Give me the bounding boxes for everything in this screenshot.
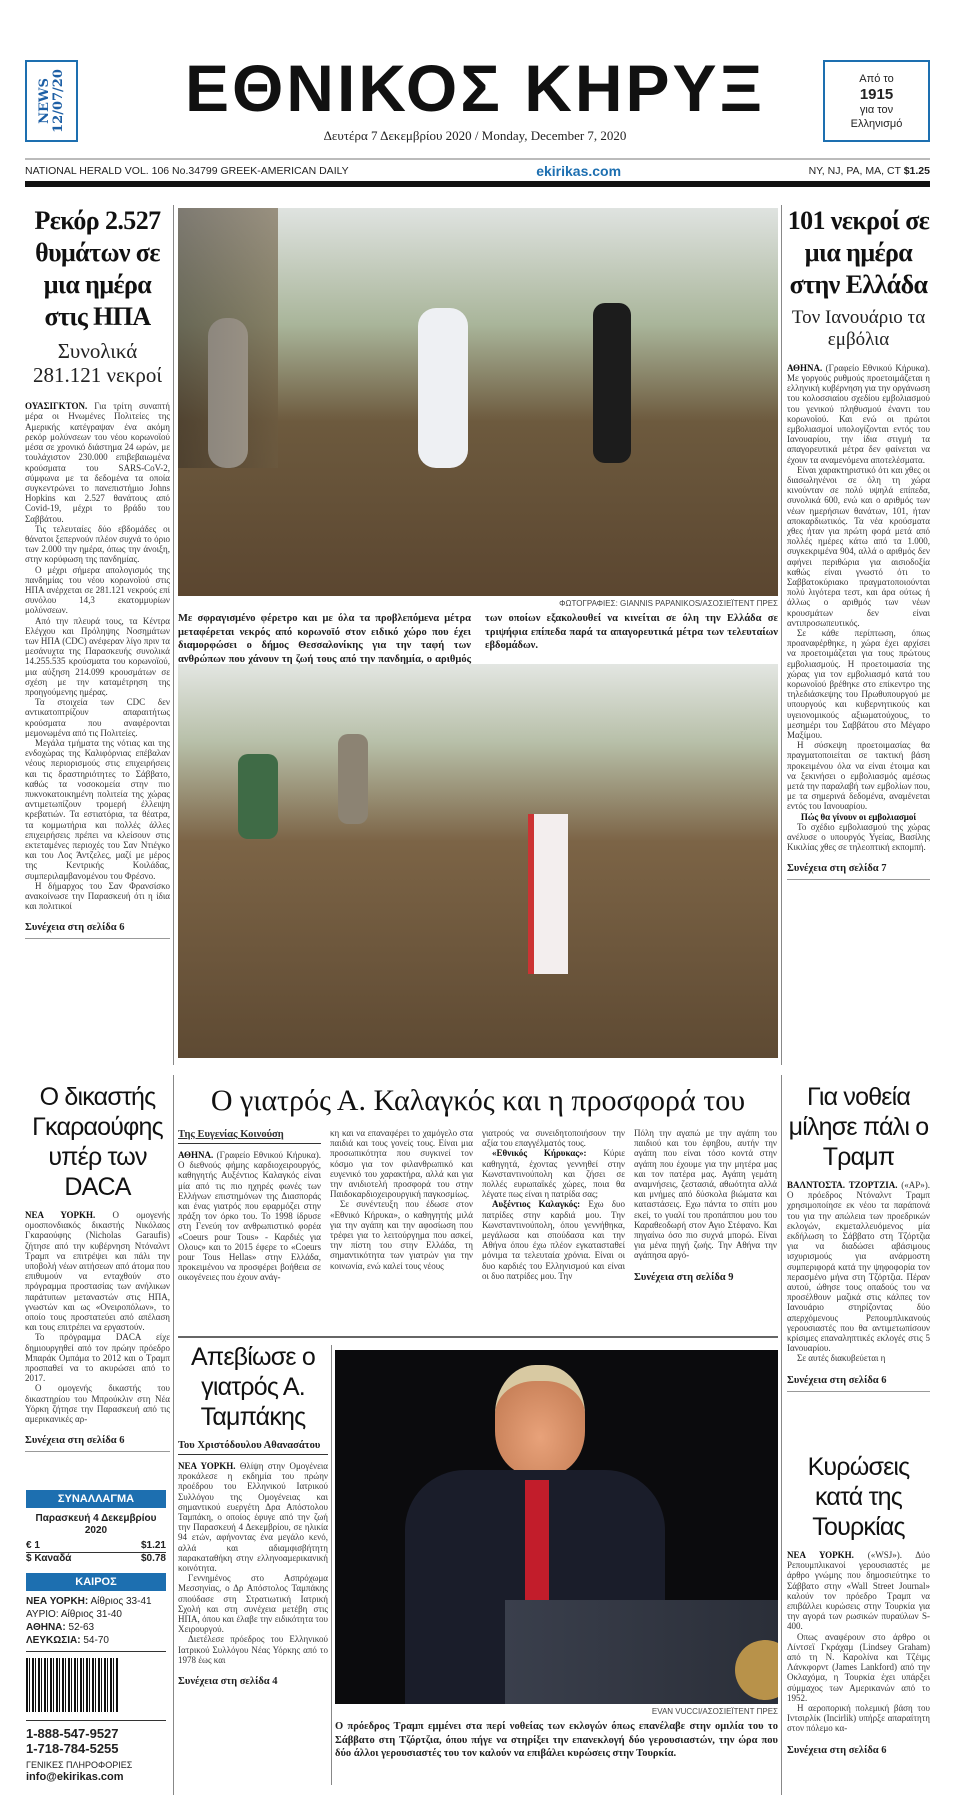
question: Κύριε καθηγητά, έχοντας γεννηθεί στην Κωνσταντινούπολη και ζήσει σε πολλές ευρωπαϊκές χώρες, ποια θα λέγατε πως είναι η πατρίδα σας; <box>482 1148 626 1200</box>
story-kalagkos <box>178 1128 778 1284</box>
exchange-row <box>26 1553 166 1565</box>
exchange-row <box>26 1540 166 1553</box>
paragraph: («WSJ»). Δύο Ρεπουμπλικανοί γερουσιαστές με άρθρο γνώμης που δημοσιεύτηκε το Σάββατο στην «Wall Street Journal» καλούν τον πρόεδρο Τραμπ να επιβάλλει κυρώσεις στην Τουρκία για την αγορά των ρωσικών πυραύλων S-400. <box>787 1550 930 1632</box>
paragraph: Σε συνέντευξη που έδωσε στον «Εθνικό Κήρυκα», ο καθηγητής μιλά για την αγάπη και την αφοσίωση που τρέφει για το λειτούργημα που ασκεί, την πίστη του στην Ελλάδα, τη σημαντικότητα των γιατρών για την κοινωνία, ενώ καλεί τους νέους <box>330 1199 473 1271</box>
states-label: NY, NJ, PA, MA, CT <box>808 165 901 177</box>
volume-info: NATIONAL HERALD VOL. 106 No.34799 GREEK-AMERICAN DAILY <box>25 165 349 177</box>
paragraph: Θλίψη στην Ομογένεια προκάλεσε η εκδημία του πρώην προέδρου του Ελληνικού Ιατρικού Συλλόγου της Ομογένειας και σημαντικού ευεργέτη Δρα Απόστολου Ταμπάκη, ο οποίος έφυγε από την ζωή την Παρασκευή 4 Δεκεμβρίου, σε ηλικία 94 ετών, αφήνοντας ένα μεγάλο κενό, αλλά και αδιαμφισβήτητη παρακαταθήκη στην ελληνοαμερικανική κοινότητα. <box>178 1461 329 1574</box>
dateline: ΝΕΑ ΥΟΡΚΗ. <box>787 1550 854 1560</box>
story-fraud <box>787 1082 930 1392</box>
dateline: ΑΘΗΝΑ. <box>178 1150 214 1160</box>
divider <box>25 158 930 160</box>
figure-priest <box>593 303 631 463</box>
phone-number[interactable]: 1-718-784-5255 <box>26 1741 119 1756</box>
continued-link[interactable]: Συνέχεια στη σελίδα 6 <box>25 922 125 934</box>
paragraph: γιατρούς να συνειδητοποιήσουν την αξία του επαγγέλματός τους. <box>482 1128 625 1149</box>
subhead: Συνολικά 281.121 νεκροί <box>32 339 163 388</box>
email-link[interactable]: info@ekirikas.com <box>26 1771 124 1783</box>
divider <box>178 1336 778 1338</box>
continued-link[interactable]: Συνέχεια στη σελίδα 6 <box>25 1435 125 1447</box>
since-1915-box <box>823 60 930 142</box>
photo-credit: ΦΩΤΟΓΡΑΦΙΕΣ: GIANNIS PAPANIKOS/ΑΣΟΣΙΕΪΤΕΝΤ ΠΡΕΣ <box>559 599 778 608</box>
byline: Της Ευγενίας Κοινούση <box>178 1128 321 1144</box>
story-greece <box>787 205 930 880</box>
figure-hazmat <box>418 308 468 468</box>
since-line3: για τον <box>859 103 894 116</box>
headline[interactable]: Κυρώσεις κατά της Τουρκίας <box>807 1453 910 1541</box>
figure-worker <box>238 754 278 839</box>
paragraph: Τις τελευταίες δύο εβδομάδες οι θάνατοι ξεπερνούν πλέον συχνά το όριο των 2.000 την ημέρα, όπως την άνοιξη, στην κορύφωση της πανδημίας. <box>25 523 170 565</box>
weather-place: ΛΕΥΚΩΣΙΑ: <box>26 1635 81 1646</box>
price: $1.25 <box>903 165 930 177</box>
since-line4: Ελληνισμό <box>850 117 903 130</box>
paragraph: Ο ομογενής δικαστής του δικαστηρίου του Μπρούκλιν στη Νέα Υόρκη ζήτησε την Παρασκευή από τις αμερικανικές αρ- <box>25 1383 170 1425</box>
paragraph: Οπως αναφέρουν στο άρθρο οι Λίντσεϊ Γκράχαμ (Lindsey Graham) από τη Ν. Καρολίνα και Τζέιμς Λάνκφορντ (James Lankford) από την Οκλαχόμα, η Τουρκία έχει υπάρξει σύμμαχος των Αμερικανών από το 1952. <box>787 1631 930 1703</box>
column-rule <box>781 1075 782 1795</box>
weather-value: 52-63 <box>68 1622 95 1633</box>
photo-caption: Ο πρόεδρος Τραμπ εμμένει στα περί νοθείας των εκλογών όπως επανέλαβε στην ομιλία του το Σάββατο στη Τζόρτζια, όπου πήγε να στηρίξει την επανεκλογή δύο γερουσιαστών, την ώρα που δύο άλλοι γερουσιαστές του τον καλούν να επιβάλει κυρώσεις στην Τουρκία. <box>335 1721 778 1759</box>
paragraph: Γεννημένος στο Ασπρόχωμα Μεσσηνίας, ο Δρ Απόστολος Ταμπάκης σπούδασε στη Στρατιωτική Ιατρική Σχολή και στη συνέχεια μετέβη στις ΗΠΑ, όπου και έλαβε την ειδικότητα του Χειρουργού. <box>178 1573 328 1635</box>
photo-burial-1 <box>178 208 778 596</box>
phone-number[interactable]: 1-888-547-9527 <box>26 1726 119 1741</box>
paragraph: Η δήμαρχος του Σαν Φρανσίσκο ανακοίνωσε την Παρασκευή ότι η ίδια και πολιτικοί <box>25 880 170 912</box>
story-daca <box>25 1082 170 1452</box>
paragraph: Σε αυτές διακυβεύεται η <box>797 1353 886 1364</box>
since-year: 1915 <box>859 85 894 103</box>
continued-link[interactable]: Συνέχεια στη σελίδα 7 <box>787 863 887 875</box>
weather-row <box>26 1595 166 1608</box>
article-body <box>25 1210 170 1424</box>
paragraph: («ΑΡ»). Ο πρόεδρος Ντόναλντ Τραμπ χρησιμοποίησε εκ νέου τα παράπονά του για την απώλεια των προεδρικών εκλογών, εκμεταλλευόμενος μία εκδήλωση το Σάββατο στη Τζόρτζια για να διαδώσει αβάσιμους ισχυρισμούς για ανάρμοστη συμπεριφορά κατά την ψηφοφορία τον περασμένο μήνα στη Τζόρτζια. Πέραν αυτού, ώθησε τους οπαδούς του να προσέλθουν μαζικά στις κάλπες τον Ιανουάριο στηρίζοντας δύο απερχόμενους Ρεπουμπλικανούς γερουσιαστές που θα αντιμετωπίσουν κρίσιμες επαναληπτικές εκλογές στις 5 Ιανουαρίου. <box>787 1180 930 1354</box>
photo-burial-2 <box>178 664 778 1058</box>
paragraph: Μεγάλα τμήματα της νότιας και της ενδοχώρας της Καλιφόρνιας επέβαλαν νέους περιορισμούς στις επιχειρήσεις και τις δραστηριότητες το Σάββατο, καθώς τα νοσοκομεία στην πιο πυκνοκατοικημένη πολιτεία της χώρας αντιμετωπίζουν τρομερή έλλειψη κρεβατιών. Τα εστιατόρια, τα θέατρα, τα κομμωτήρια και πολλές άλλες επιχειρήσεις πρέπει να κλείσουν στις εκτεταμένες περιοχές του Σαν Ντιέγκο και του Λος Άντζελες, μαζί με μέρος της Κεντρικής Κοιλάδας, συμπεριλαμβανομένου του Φρέσνο. <box>25 737 170 881</box>
continued-link[interactable]: Συνέχεια στη σελίδα 4 <box>178 1676 278 1688</box>
news-date-label: NEWS 12/07/20 <box>36 69 66 133</box>
weather-list <box>26 1595 166 1647</box>
price-info <box>809 165 930 177</box>
weather-row <box>26 1634 166 1647</box>
funeral-wreath <box>528 814 568 974</box>
currency: € 1 <box>26 1540 40 1551</box>
paragraph: Το πρόγραμμα DACA είχε δημιουργηθεί από τον πρώην πρόεδρο Μπαράκ Ομπάμα το 2012 και ο Τραμπ προσπαθεί να το ακυρώσει από το 2017. <box>25 1332 170 1384</box>
newspaper-title[interactable]: ΕΘΝΙΚΟΣ ΚΗΡΥΞ <box>184 51 766 125</box>
rate: $0.78 <box>140 1553 166 1564</box>
paragraph: Το σχέδιο εμβολιασμού της χώρας ανέλυσε ο υπουργός Υγείας, Βασίλης Κικιλίας χθες σε τηλεοπτική εκπομπή. <box>787 821 930 853</box>
website-link[interactable]: ekirikas.com <box>536 163 622 179</box>
story-tampakis <box>178 1342 328 1688</box>
paragraph: Πόλη την αγαπώ με την αγάπη του παιδιού και του έφηβου, αυτήν την αγάπη που είναι τόσο κοντά στην αγάπη που έχουμε για την μητέρα μας και τον πατέρα μας. Αγάπη γεμάτη αναμνήσεις, ζεστασιά, αθωότητα αλλά και μνήμες από δύσκολα βιώματα και καταστάσεις. Εχω πάντα το σπίτι μου εκεί, το γυαλί του προπάππου μου του Καραθεοδωρή στον Αγιο Στέφανο. Και πηγαίνω όσο πιο συχνά μπορώ. Είναι για μένα πηγή ζωής. Την Αθήνα την αγάπησα αργό- <box>634 1128 777 1261</box>
headline[interactable]: Ρεκόρ 2.527 θυμάτων σε μια ημέρα στις ΗΠΑ <box>34 206 161 331</box>
continued-link[interactable]: Συνέχεια στη σελίδα 9 <box>634 1271 734 1283</box>
column-rule <box>781 205 782 1065</box>
figure-worker <box>338 734 368 824</box>
subhead: Τον Ιανουάριο τα εμβόλια <box>791 307 926 350</box>
paragraph: (Γραφείο Εθνικού Κήρυκα). Με γοργούς ρυθμούς προετοιμάζεται η ελληνική κυβέρνηση για την οργάνωση του κολοσσιαίου σχεδίου εμβολιασμού του γενικού πληθυσμού έναντι του κορωνοϊού. Και ενώ οι πρώτοι εμβολιασμοί υπολογίζονται εντός του Ιανουαρίου, την ίδια στιγμή τα απαγορευτικά μέτρα δεν φαίνεται να έχουν τα αναμενόμενα αποτελέσματα. <box>787 362 931 465</box>
dateline: ΒΑΛΝΤΟΣΤΑ. ΤΖΟΡΤΖΙΑ. <box>787 1180 898 1190</box>
weather-value: Αίθριος 31-40 <box>60 1609 122 1620</box>
interviewer-label: «Εθνικός Κήρυκας»: <box>492 1148 587 1159</box>
headline[interactable]: Ο δικαστής Γκαραούφης υπέρ των DACA <box>32 1083 163 1201</box>
dateline: ΝΕΑ ΥΟΡΚΗ. <box>178 1461 236 1471</box>
crosshead: Πώς θα γίνουν οι εμβολιασμοί <box>800 811 917 822</box>
headline[interactable]: 101 νεκροί σε μια ημέρα στην Ελλάδα <box>787 206 930 299</box>
article-body <box>178 1461 328 1665</box>
podium <box>505 1600 778 1704</box>
photo-caption: Με σφραγισμένο φέρετρο και με όλα τα προβλεπόμενα μέτρα μεταφέρεται νεκρός από κορωνοϊό στον ειδικό χώρο που έχει διαμορφώσει ο δήμος Θεσσαλονίκης για την ταφή των ανθρώπων που χάνουν τη ζωή τους από την πανδημία, ο αριθμός των οποίων εξακολουθεί να κινείται σε όλη την Ελλάδα σε τριψήφια επίπεδα παρά τα απαγορευτικά μέτρα των τελευταίων εβδομάδων. <box>178 613 778 665</box>
weather-place: ΝΕΑ ΥΟΡΚΗ: <box>26 1596 89 1607</box>
headline[interactable]: Για νοθεία μίλησε πάλι ο Τραμπ <box>788 1083 929 1171</box>
weather-row <box>26 1608 166 1621</box>
column-rule <box>173 1075 174 1795</box>
article-body <box>787 1550 930 1734</box>
issue-date: Δευτέρα 7 Δεκεμβρίου 2020 / Monday, December 7, 2020 <box>323 128 627 143</box>
weather-value: Αίθριος 33-41 <box>90 1596 152 1607</box>
barcode-icon <box>26 1658 118 1712</box>
exchange-title: ΣΥΝΑΛΛΑΓΜΑ <box>26 1490 166 1508</box>
exchange-box <box>26 1490 166 1784</box>
article-body <box>787 1180 930 1364</box>
article-column <box>482 1128 625 1284</box>
news-date-box <box>25 60 78 142</box>
answer: Εχω δυο πατρίδες στην καρδιά μου. Την Κωνσταντινούπολη, όπου γεννήθηκα, μεγάλωσα και σπούδασα και την Αθήνα όπου έχω πλέον εγκατασταθεί μόνιμα τα τελευταία χρόνια. Είναι οι δυο καρδιές του Ελληνισμού και είναι οι δυο πατρίδες μου. Την <box>482 1199 625 1281</box>
weather-title: ΚΑΙΡΟΣ <box>26 1573 166 1591</box>
paragraph: Για τρίτη συναπτή μέρα οι Ηνωμένες Πολιτείες της Αμερικής κατέγραψαν ένα ακόμη ρεκόρ μολύνσεων του νέου κορωνοϊού μέσα σε χρονικό διάστημα 24 ωρών, με τουλάχιστον 230.000 επιβεβαιωμένα κρούσματα του SARS-CoV-2, σύμφωνα με τα δεδομένα τα οποία συγκεντρώνει το πανεπιστήμιο Johns Hopkins και 2.527 θανάτους από Covid-19, μέχρι το βράδυ του Σαββάτου. <box>25 401 171 524</box>
rate: $1.21 <box>140 1540 166 1551</box>
photo-credit: EVAN VUCCI/ΑΣΟΣΙΕΪΤΕΝΤ ΠΡΕΣ <box>651 1707 778 1716</box>
article-body <box>25 401 170 911</box>
weather-place: ΑΥΡΙΟ: <box>26 1609 59 1620</box>
paragraph: Διετέλεσε πρόεδρος του Ελληνικού Ιατρικού Συλλόγου Νέας Υόρκης από το 1978 έως και <box>178 1634 328 1665</box>
byline: Του Χριστόδουλου Αθανασάτου <box>178 1440 328 1455</box>
headline-kalagkos[interactable]: Ο γιατρός Α. Καλαγκός και η προσφορά του <box>210 1084 746 1117</box>
story-usa <box>25 205 170 939</box>
exchange-date: Παρασκευή 4 Δεκεμβρίου 2020 <box>35 1513 157 1536</box>
interviewee-label: Αυξέντιος Καλαγκός: <box>492 1199 581 1210</box>
continued-link[interactable]: Συνέχεια στη σελίδα 6 <box>787 1744 887 1756</box>
paragraph: Η αεροπορική πολεμική βάση του Ιντσιρλίκ (Incirlik) υπήρξε απαραίτητη στον πόλεμο κα- <box>787 1703 930 1734</box>
paragraph: Σε κάθε περίπτωση, όπως προαναφέρθηκε, η χώρα έχει αρχίσει να προετοιμάζεται για τους πρώτους εμβολιασμούς. Η προετοιμασία της χώρας για τον εμβολιασμό κατά του κορωνοϊού βρέθηκε στο επίκεντρο της τηλεδιάσκεψης του Πρωθυπουργού με υπουργούς και κυβερνητικούς και υγειονομικούς αξιωματούχους, το μεσημέρι του Σαββάτου στο Μέγαρο Μαξίμου. <box>787 627 930 740</box>
weather-place: ΑΘΗΝΑ: <box>26 1622 66 1633</box>
story-turkey <box>787 1452 930 1757</box>
dateline: ΑΘΗΝΑ. <box>787 362 823 373</box>
currency: $ Καναδά <box>26 1553 72 1564</box>
contact-label: ΓΕΝΙΚΕΣ ΠΛΗΡΟΦΟΡΙΕΣ <box>26 1760 133 1770</box>
figure-face <box>495 1365 585 1475</box>
dateline: ΟΥΑΣΙΓΚΤΟΝ. <box>25 401 88 412</box>
paragraph: Είναι χαρακτηριστικό ότι και χθες οι διασωληνένοι σε όλη τη χώρα κινούνταν σε πολύ υψηλά επίπεδα, συνολικά 600, ενώ και ο αριθμός των νέων ημερήσιων θανάτων, 101, ήταν αποκαρδιωτικός. Τα νέα κρούσματα χθες ήταν για πρώτη φορά μετά από πολλές ημέρες κάτω από τα 1.000, συγκεκριμένα 904, αλλά ο αριθμός δεν αφήνει περιθώρια για αισιοδοξία καθώς είναι γνωστό ότι το Σαββατοκύριακο πραγματοποιούνται πολύ λιγότερα τεστ, και άρα ούτως ή άλλως ο αριθμός των νέων κρουσμάτων δεν είναι αντιπροσωπευτικός. <box>787 464 930 628</box>
info-row <box>25 163 930 179</box>
paragraph: Ο μέχρι σήμερα απολογισμός της πανδημίας του νέου κορωνοϊού στις ΗΠΑ ανέρχεται σε 281.121 νεκρούς επί συνόλου 14,3 εκατομμυρίων μολύνσεων. <box>25 564 170 616</box>
column-rule <box>331 1345 332 1785</box>
dateline: ΝΕΑ ΥΟΡΚΗ. <box>25 1210 96 1220</box>
masthead-bar <box>25 181 930 187</box>
article-column <box>330 1128 473 1284</box>
column-rule <box>173 205 174 1065</box>
paragraph: Από την πλευρά τους, τα Κέντρα Ελέγχου και Πρόληψης Νοσημάτων των ΗΠΑ (CDC) ανέφεραν λίγο πριν τα μεσάνυχτα της Παρασκευής συνολικά 14.255.535 κρούσματα του κορωνοϊού, μια αύξηση 214.099 κρουσμάτων σε σχέση με την καταμέτρηση της προηγούμενης ημέρας. <box>25 615 170 697</box>
article-column <box>634 1128 777 1284</box>
paragraph: Τα στοιχεία των CDC δεν αντικατοπτρίζουν απαραιτήτως κρούσματα που αναφέρονται μεμονωμένα από τις Πολιτείες. <box>25 697 170 738</box>
continued-link[interactable]: Συνέχεια στη σελίδα 6 <box>787 1374 887 1386</box>
tree <box>178 208 278 468</box>
paragraph: Η σύσκεψη προετοιμασίας θα πραγματοποιείται σε τακτική βάση προκειμένου όλα να είναι έτοιμα και να ξεκινήσει ο εμβολιασμός αμέσως μετά την παραλαβή των εμβολίων που, με τα σημερινά δεδομένα, αναμένεται εντός του Ιανουαρίου. <box>787 740 930 812</box>
barcode <box>26 1651 166 1721</box>
photo-trump <box>335 1350 778 1704</box>
weather-value: 54-70 <box>83 1635 109 1646</box>
paragraph: (Γραφείο Εθνικού Κήρυκα). Ο διεθνούς φήμης καρδιοχειρουργός, καθηγητής Αυξέντιος Καλαγκός είναι μία από τις πιο ηχηρές φωνές των Ελλήνων επιστημόνων της Διασποράς και ένας γιατρός που εφαρμόζει στην πράξη τον όρκο του. Το 1998 ίδρυσε στη Γενεύη τον ανθρωπιστικό φορέα «Coeurs pour Tous» - Καρδιές για Ολους» και το 2015 έφερε το «Coeurs pour Tous Hellas» στην Ελλάδα, προκειμένου να προσφέρει βοήθεια σε οικογένειες που έχουν ανάγ- <box>178 1150 322 1283</box>
headline[interactable]: Απεβίωσε ο γιατρός Α. Ταμπάκης <box>191 1343 315 1431</box>
article-body <box>787 363 930 853</box>
paragraph: Ο ομογενής ομοσπονδιακός δικαστής Νικόλαος Γκαραούφης (Nicholas Garaufis) ζήτησε από την κυβέρνηση Ντόναλντ Τραμπ να επιτρέψει και πάλι την υποβολή νέων αιτήσεων από άτομα που επιθυμούν να ενταχθούν στο πρόγραμμα προστασίας των ανήλικων παράτυπων μεταναστών στις ΗΠΑ, γνωστών και ως «Ονειροπόλων», το οποίο τους προστατεύει από απέλαση και τους επιτρέπει να εργαστούν. <box>25 1210 170 1333</box>
article-column <box>178 1128 321 1284</box>
paragraph: κη και να επαναφέρει το χαμόγελο στα παιδιά και τους γονείς τους. Είναι μια προσωπικότητα που συγκινεί τον κόσμο για τον φιλανθρωπικό και ευγενικό του χαρακτήρα, αλλά και για την ανιδιοτελή προσφορά του στην Παιδοκαρδιοχειρουργική παγκοσμίως. <box>330 1128 473 1200</box>
since-line1: Από το <box>859 72 894 85</box>
weather-row <box>26 1621 166 1634</box>
